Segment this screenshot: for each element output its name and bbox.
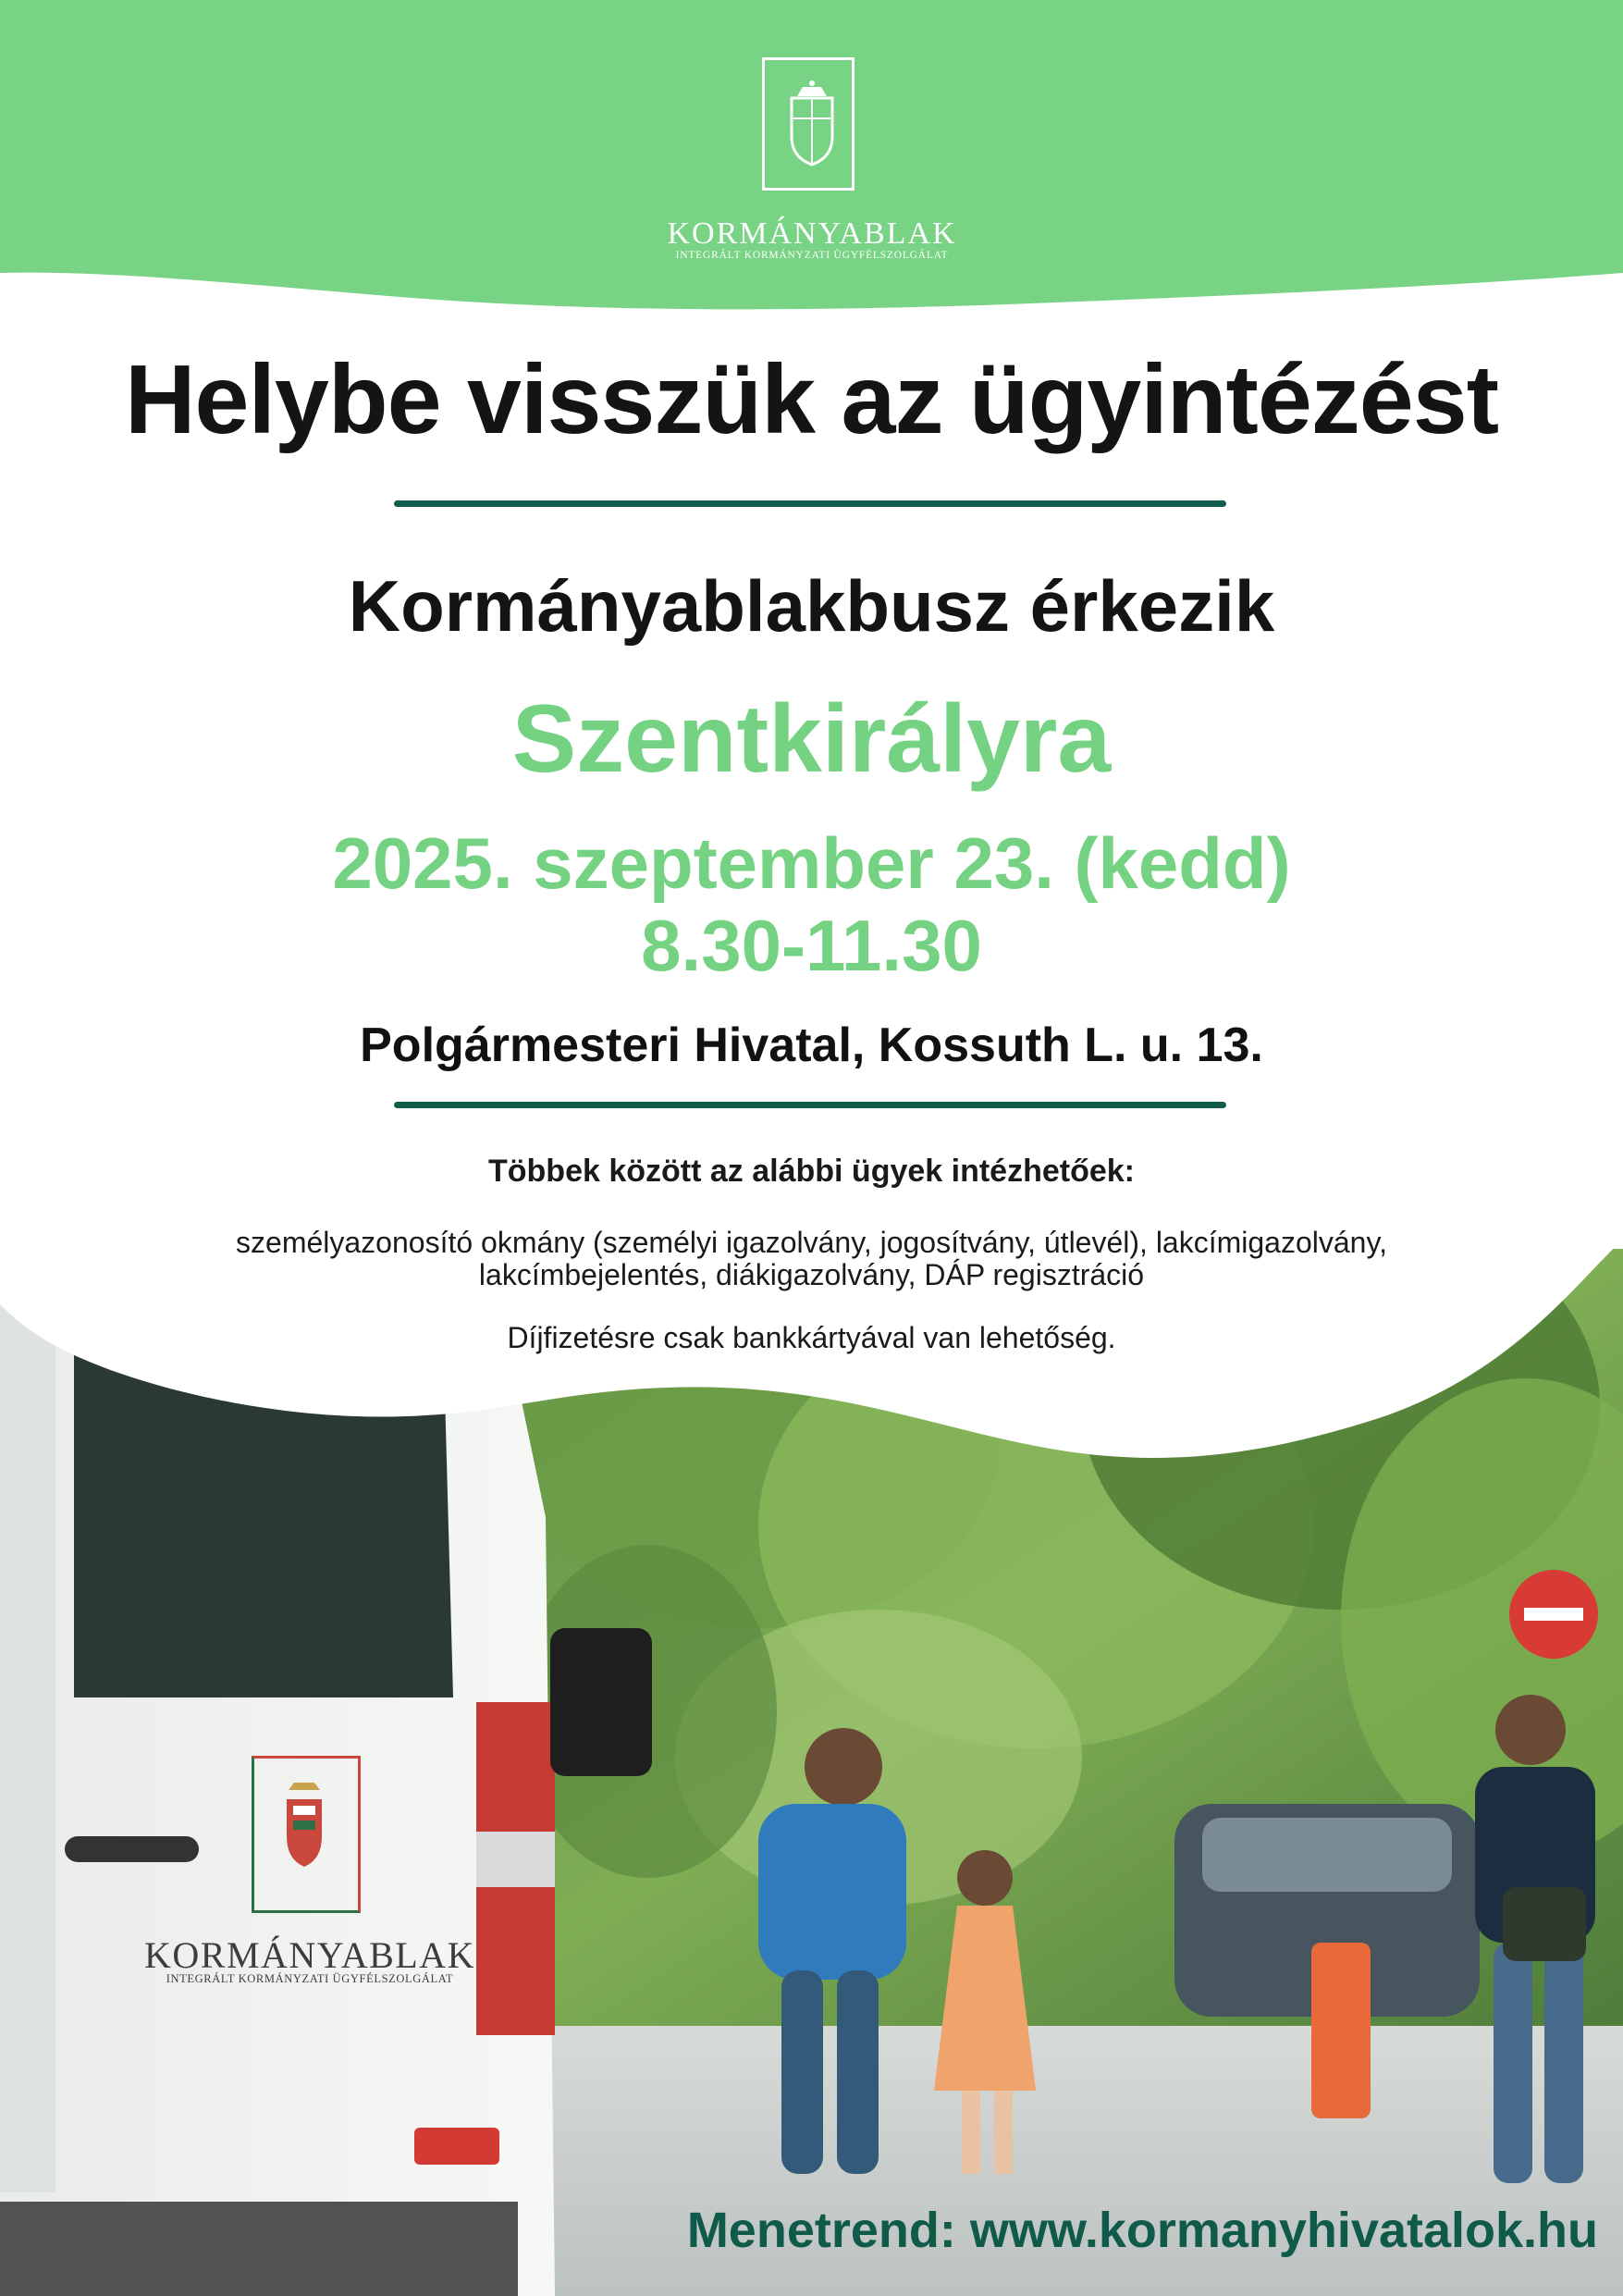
bollard-image: [1311, 1943, 1371, 2118]
van-logo-subtitle: INTEGRÁLT KORMÁNYZATI ÜGYFÉLSZOLGÁLAT: [166, 1972, 454, 1985]
event-time: 8.30-11.30: [641, 905, 982, 986]
van-mirror: [550, 1628, 652, 1776]
services-list-line-2: lakcímbejelentés, diákigazolvány, DÁP regisztráció: [478, 1258, 1145, 1291]
services-list-line-1: személyazonosító okmány (személyi igazolvány, jogosítvány, útlevél), lakcímigazolvány,: [236, 1226, 1387, 1259]
headline: Helybe visszük az ügyintézést: [124, 345, 1499, 454]
van-logo-brand-text: KORMÁNYABLAK: [143, 1934, 476, 1976]
schedule-link[interactable]: Menetrend: www.kormanyhivatalok.hu: [686, 2203, 1598, 2258]
services-title: Többek között az alábbi ügyek intézhetőek:: [488, 1154, 1135, 1189]
event-address: Polgármesteri Hivatal, Kossuth L. u. 13.: [360, 1018, 1263, 1072]
town-name: Szentkirályra: [511, 685, 1112, 793]
divider-bottom: [394, 1102, 1226, 1108]
logo-frame: [762, 57, 855, 191]
van-logo-frame: [252, 1756, 361, 1913]
kormanyablak-logo: [652, 54, 972, 276]
arrival-heading: Kormányablakbusz érkezik: [348, 565, 1275, 647]
payment-note: Díjfizetésre csak bankkártyával van lehetőség.: [507, 1321, 1116, 1354]
logo-brand-text: KORMÁNYABLAK: [667, 216, 957, 251]
logo-subtitle: INTEGRÁLT KORMÁNYZATI ÜGYFÉLSZOLGÁLAT: [675, 250, 949, 261]
event-date: 2025. szeptember 23. (kedd): [332, 822, 1291, 904]
divider-top: [394, 500, 1226, 507]
van-logo: [139, 1748, 481, 1989]
